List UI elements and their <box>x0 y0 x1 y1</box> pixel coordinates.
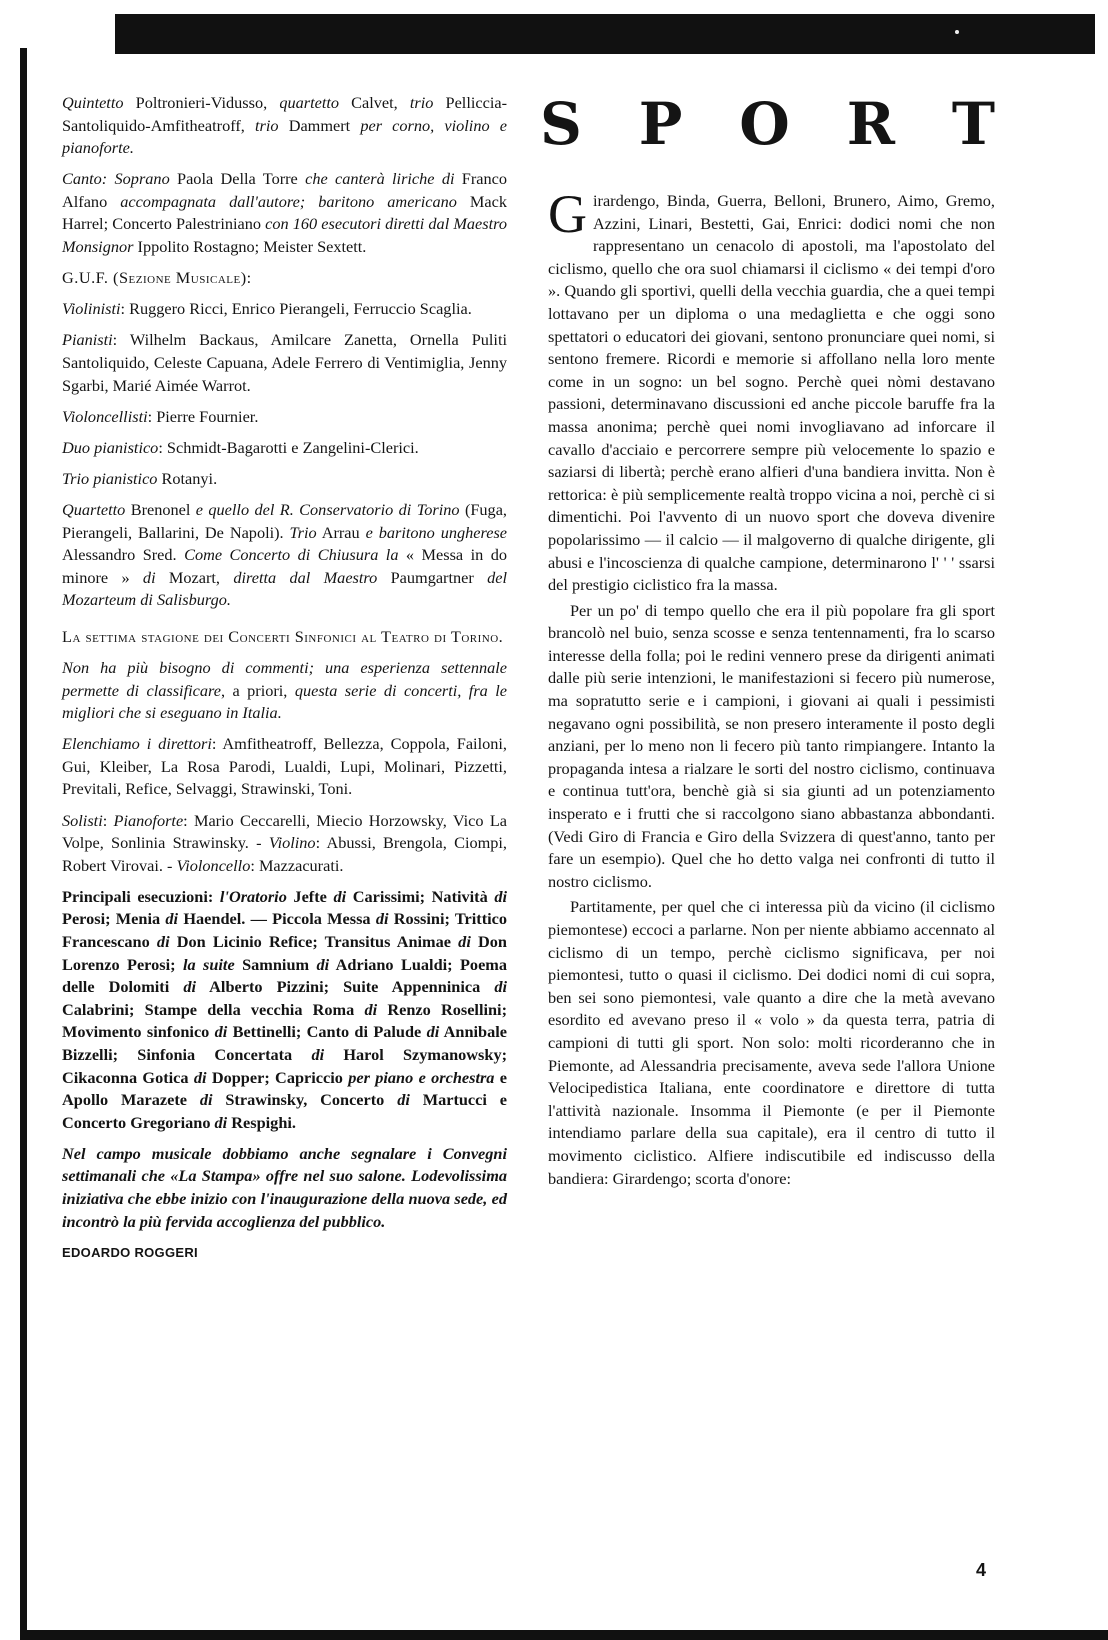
title-letter-p: P <box>638 90 683 158</box>
specks <box>955 30 959 34</box>
paragraph-sport-1: Girardengo, Binda, Guerra, Belloni, Brunero, Aimo, Gremo, Azzini, Linari, Bestetti, Gai, Enrici: dodici nomi che non rappresentano un cenacolo di apostoli, ma l'apostolato del ciclismo, quello che ora suol chiamarsi il ciclismo « dei tempi d'oro ». Quando gli sportivi, quelli della vecchia guardia, che a quei tempi lottavano per un diploma o una medaglietta e che oggi sono spettatori o educatori dei giovani, sentono pronunciare quei nomi, si sentono fremere. Ricordi e memorie si affollano nella loro mente come in un sogno: un bel sogno. Perchè quei nòmi destavano passioni, determinavano discussioni ed anche piccole baruffe fra la massa anonima; perchè quei nomi invogliavano ad inforcare il cavallo d'acciaio e percorrere sempre più velocemente lo spazio e saziarsi di libertà; perchè erano alfieri d'una bandiera invitta. Non è rettorica: è più semplicemente realtà troppo vicina a noi, perchè ci si dimentichi. Poi l'avvento di un nuovo sport che doveva divenire popolarissimo — il calcio — il malgoverno di qualche dirigente, gli abusi e l'incoscienza di qualche campione, determinarono l' ' ' ssarsi del prestigio ciclistico fra la massa. <box>548 184 995 595</box>
sport-title <box>540 92 995 156</box>
paragraph-commenti: Non ha più bisogno di commenti; una esperienza settennale permette di classificare, a priori, questa serie di concerti, fra le migliori che si eseguano in Italia. <box>62 657 507 723</box>
title-letter-s: S <box>540 90 582 158</box>
paragraph-esecuzioni: Principali esecuzioni: l'Oratorio Jefte di Carissimi; Natività di Perosi; Menia di Haendel. — Piccola Messa di Rossini; Trittico Francescano di Don Licinio Refice; Transitus Animae di Don Lorenzo Perosi; la suite Samnium di Adriano Lualdi; Poema delle Dolomiti di Alberto Pizzini; Suite Appenninica di Calabrini; Stampe della vecchia Roma di Renzo Rosellini; Movimento sinfonico di Bettinelli; Canto di Palude di Annibale Bizzelli; Sinfonia Concertata di Harol Szymanowsky; Cikaconna Gotica di Dopper; Capriccio per piano e orchestra e Apollo Marazete di Strawinsky, Concerto di Martucci e Concerto Gregoriano di Respighi. <box>62 886 508 1132</box>
author-signature: EDOARDO ROGGERI <box>62 1244 198 1260</box>
paragraph-quartetto: Quartetto Brenonel e quello del R. Conservatorio di Torino (Fuga, Pierangeli, Ballarini, De Napoli). Trio Arrau e baritono ungherese Alessandro Sred. Come Concerto di Chiusura la « Messa in do minore » di Mozart, diretta dal Maestro Paumgartner del Mozarteum di Salisburgo. <box>62 499 508 610</box>
left-column <box>62 92 507 1273</box>
section-heading-stagione: La settima stagione dei Concerti Sinfonici al Teatro di Torino. <box>62 626 504 646</box>
paragraph-pianisti: Pianisti: Wilhelm Backaus, Amilcare Zanetta, Ornella Puliti Santoliquido, Celeste Capuana, Adele Ferrero di Ventimiglia, Jenny Sgarbi, Marié Aimée Warrot. <box>62 330 507 395</box>
title-letter-o: O <box>739 90 790 158</box>
drop-cap: G <box>548 184 587 244</box>
right-column <box>548 184 995 1193</box>
paragraph-sport-2: Per un po' di tempo quello che era il più popolare fra gli sport brancolò nel buio, senza scosse e senza tentennamenti, fra lo scarso interesse della folla; poi le redini vennero prese da dirigenti animati dalle più serie intenzioni, le manifestazioni si fecero più numerose, ma sopratutto serie e i campioni, i giovani ai quali i pessimisti negavano ogni possibilità, se non presero interamente il posto degli anziani, per lo meno non li fecero più tanto rimpiangere. Intanto la propaganda intesa a rialzare le sorti del nostro ciclismo, continuava e continua tutt'ora, benchè già si sia giunti ad un potenziamento insperato e i frutti che si raccolgono siano abbastanza abbondanti. (Vedi Giro di Francia e Giro della Svizzera di quest'anno, tanto per fare un esempio). Quel che ho detto valga nei confronti di tutto il nostro ciclismo. <box>548 600 995 891</box>
paragraph-convegni: Nel campo musicale dobbiamo anche segnalare i Convegni settimanali che «La Stampa» offre nel suo salone. Lodevolissima iniziativa che ebbe inizio con l'inaugurazione della nuova sede, ed incontrò la più fervida accoglienza del pubblico. <box>62 1143 507 1231</box>
paragraph-canto: Canto: Soprano Paola Della Torre che canterà liriche di Franco Alfano accompagnata dall'autore; baritono americano Mack Harrel; Concerto Palestriniano con 160 esecutori diretti dal Maestro Monsignor Ippolito Rostagno; Meister Sextett. <box>62 169 508 257</box>
paragraph-ensembles: Quintetto Poltronieri-Vidusso, quartetto Calvet, trio Pelliccia-Santoliquido-Amfitheatroff, trio Dammert per corno, violino e pianoforte. <box>62 93 508 158</box>
section-guf: G.U.F. (Sezione Musicale): <box>62 268 252 288</box>
title-letter-r: R <box>846 90 895 158</box>
paragraph-direttori: Elenchiamo i direttori: Amfitheatroff, Bellezza, Coppola, Failoni, Gui, Kleiber, La Rosa Parodi, Lualdi, Lupi, Molinari, Pizzetti, Previtali, Refice, Selvaggi, Strawinski, Toni. <box>62 734 507 799</box>
paragraph-duo: Duo pianistico: Schmidt-Bagarotti e Zangelini-Clerici. <box>62 437 419 457</box>
title-letter-t: T <box>951 90 995 158</box>
left-black-edge <box>20 48 27 1640</box>
top-black-bar <box>115 14 1095 54</box>
paragraph-sport-3: Partitamente, per quel che ci interessa più da vicino (il ciclismo piemontese) eccoci a parlarne. Non per niente abbiamo accennato al ciclismo di un tempo, perchè ciclismo significava, per noi piemontesi, tutto o quasi il ciclismo. Dei dodici nomi di cui sopra, ben sei sono piemontesi, vale quanto a dire che la metà avevano esordito ed avevano preso il « volo » da questa terra, patria di campioni di tutti gli sport. Non solo: molti ricorderanno che in Piemonte, ad Alessandria precisamente, aveva sede l'allora Unione Velocipedistica Italiana, ente coordinatore e direttore di tutta l'attività nazionale. Insomma il Piemonte (e per il Piemonte intendiamo parlare della sua capitale), era il centro di tutto il movimento ciclistico. Alfiere indiscutibile ed indiscusso della bandiera: Girardengo; scorta d'onore: <box>548 897 995 1188</box>
paragraph-violinisti: Violinisti: Ruggero Ricci, Enrico Pierangeli, Ferruccio Scaglia. <box>62 299 472 319</box>
paragraph-violoncellisti: Violoncellisti: Pierre Fournier. <box>62 406 259 426</box>
paragraph-solisti: Solisti: Pianoforte: Mario Ceccarelli, Miecio Horzowsky, Vico La Volpe, Sonlinia Strawinsky. - Violino: Abussi, Brengola, Ciompi, Robert Virovai. - Violoncello: Mazzacurati. <box>62 810 508 875</box>
bottom-black-edge <box>20 1630 1108 1640</box>
paragraph-trio: Trio pianistico Rotanyi. <box>62 468 218 488</box>
page-number: 4 <box>976 1560 987 1580</box>
